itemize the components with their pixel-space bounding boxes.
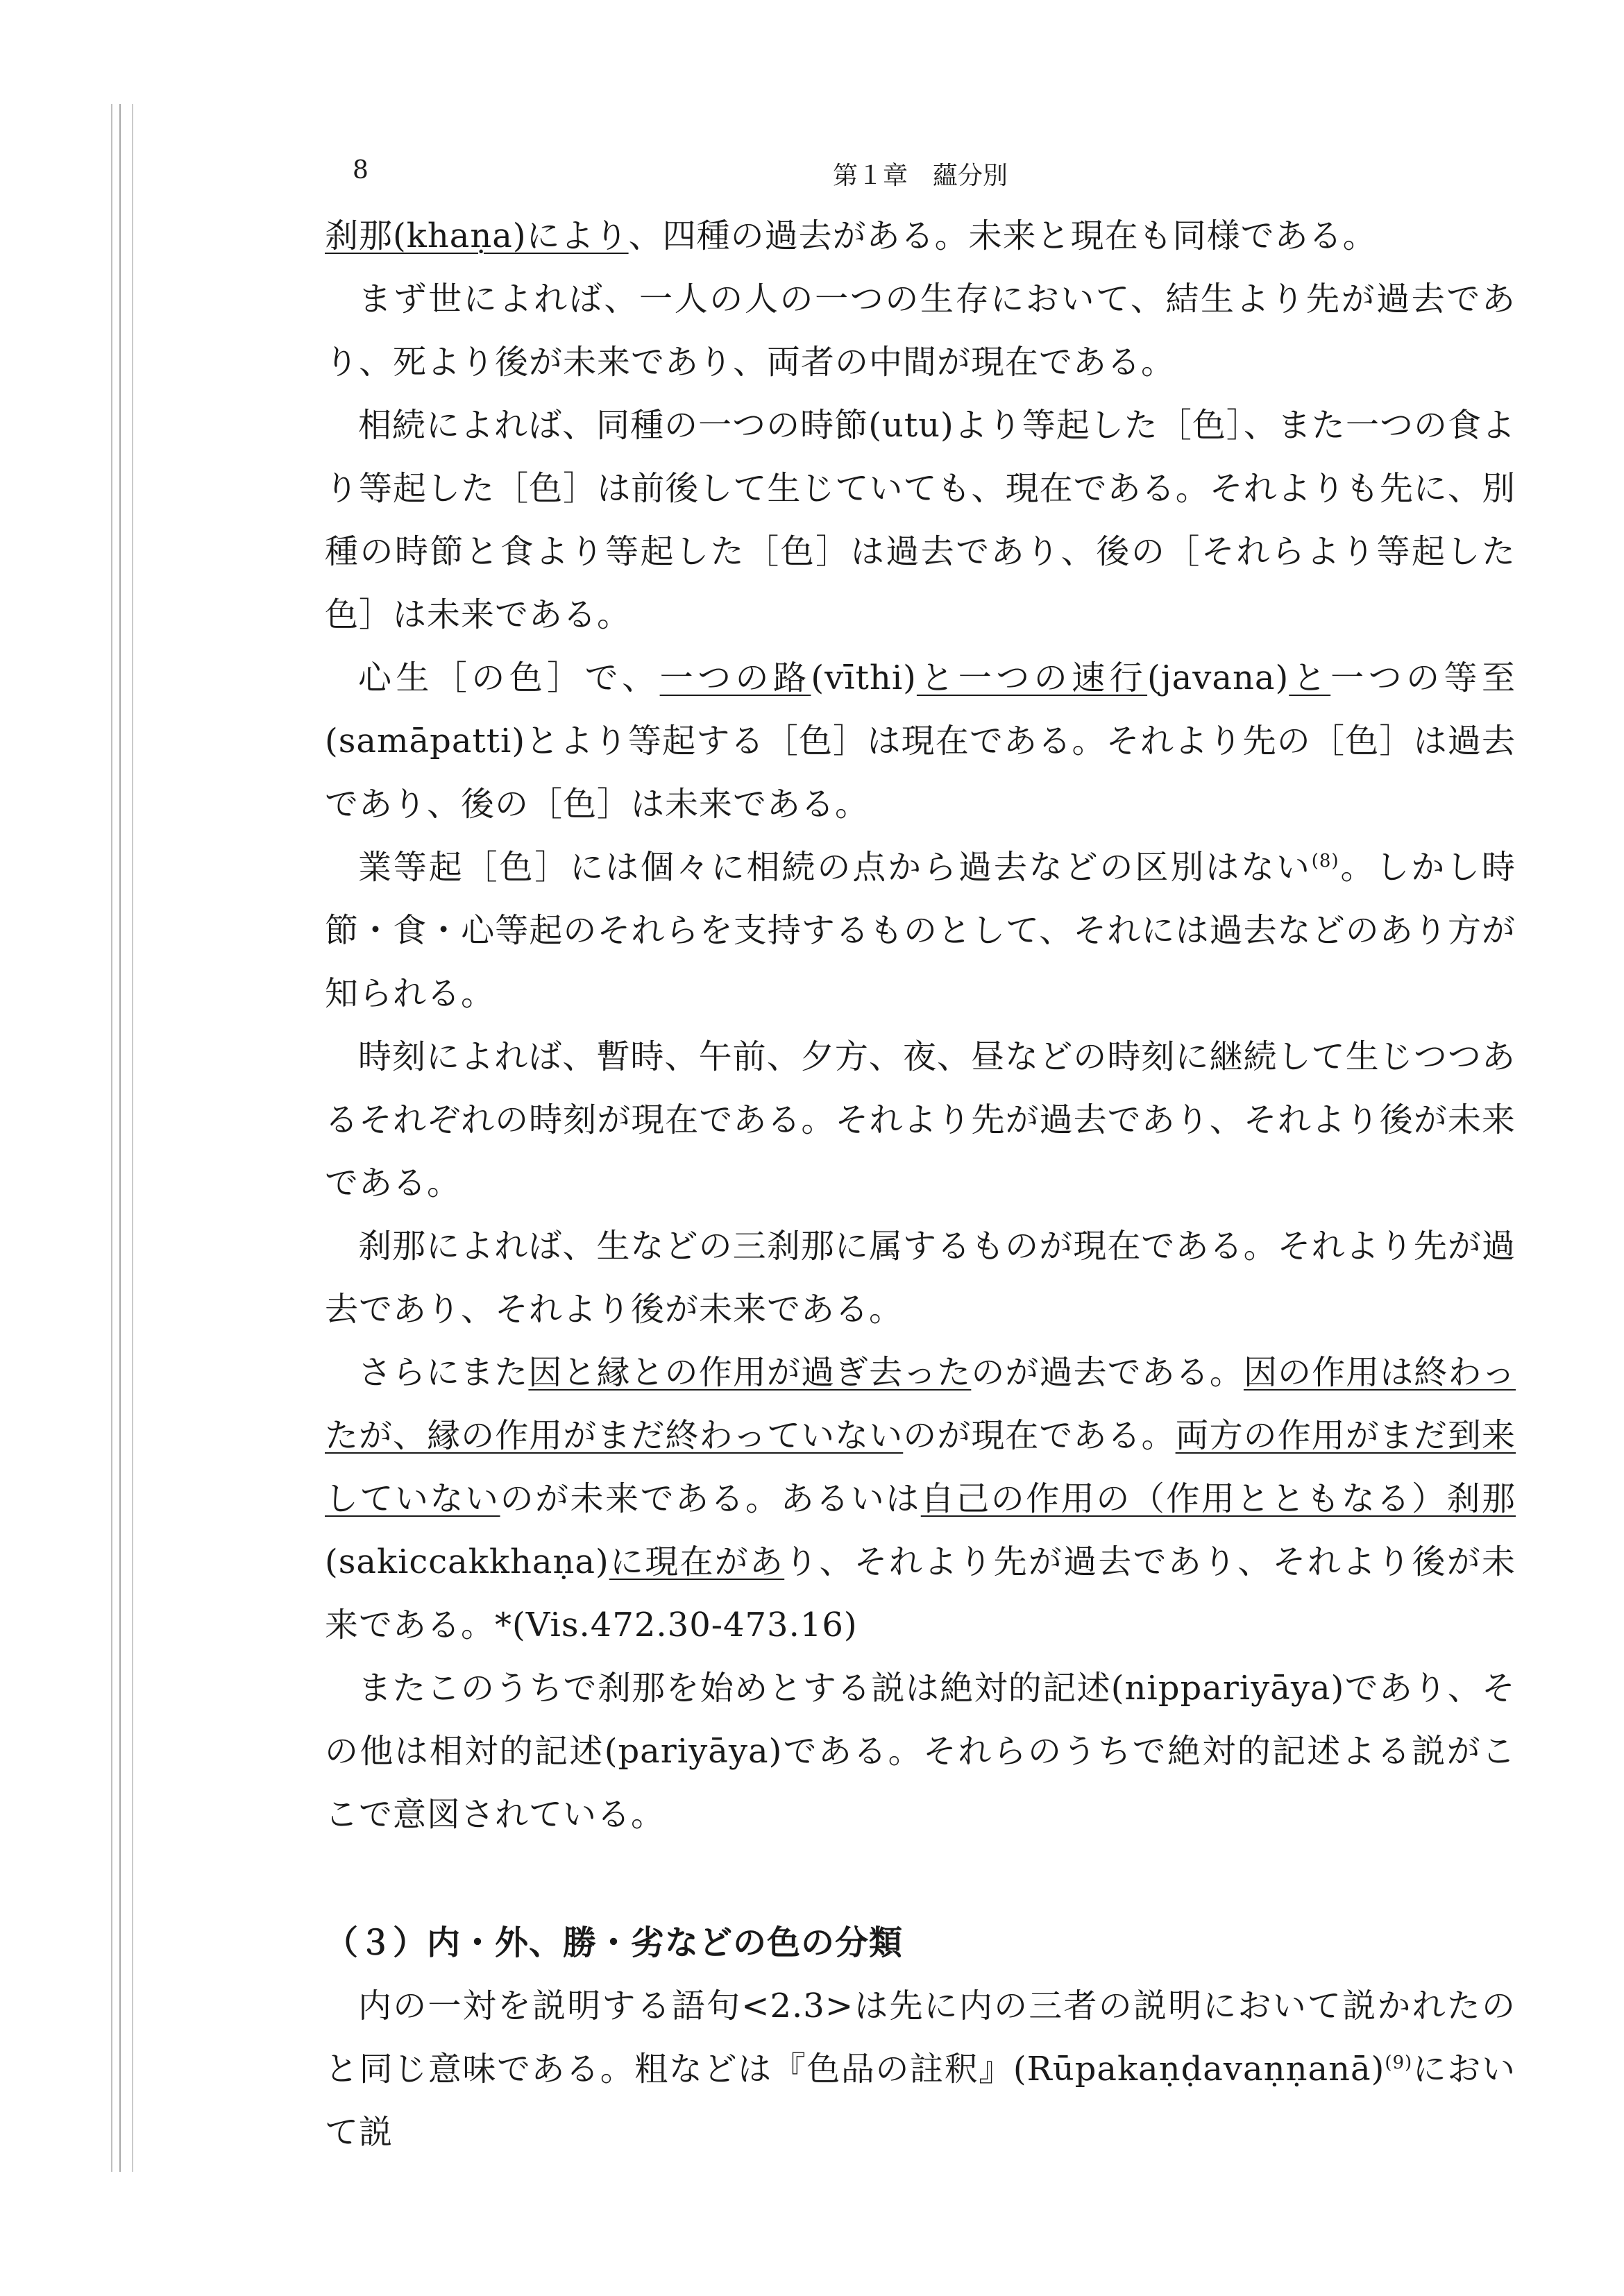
text-run: のが現在である。 (903, 1416, 1176, 1455)
underlined-text: と (1289, 658, 1331, 697)
text-run: 業等起［色］には個々に相続の点から過去などの区別はない (358, 848, 1312, 887)
underlined-text: 一つの路 (659, 658, 811, 697)
underlined-text: に現在があ (609, 1542, 785, 1581)
underlined-text: 自己の作用の（作用とともなる）刹那 (920, 1479, 1516, 1518)
text-run: において説 (325, 2050, 1516, 2152)
section-heading: （３）内・外、勝・劣などの色の分類 (325, 1923, 904, 1962)
scan-binding-edge (111, 104, 112, 2172)
underlined-text: 刹那(khaṇa)により (325, 216, 629, 255)
paragraph-9: またこのうちで刹那を始めとする説は絶対的記述(nippariyāya)であり、その他は相対的記述(pariyāya)である。それらのうちで絶対的記述よる説がここで意図されている。 (325, 1669, 1516, 1834)
text-run: のが未来である。あるいは (500, 1479, 921, 1518)
paragraph-4 (325, 647, 1516, 836)
text-run: さらにまた (358, 1353, 529, 1392)
scan-binding-edge (132, 104, 133, 2172)
text-run: 、四種の過去がある。未来と現在も同様である。 (628, 216, 1377, 255)
paragraph-7: 刹那によれば、生などの三刹那に属するものが現在である。それより先が過去であり、それより後が未来である。 (325, 1227, 1516, 1329)
underlined-text: 因の作用は終わったが、縁の作用がまだ終わっていない (325, 1353, 1516, 1455)
underlined-text: 両方の作用がまだ到来していない (325, 1416, 1516, 1518)
text-run: のが過去である。 (971, 1353, 1244, 1392)
underlined-text: 因と縁との作用が過ぎ去った (528, 1353, 972, 1392)
text-run: 一つの等至(samāpatti)とより等起する［色］は現在である。それより先の［色］は過去であり、後の［色］は未来である。 (325, 658, 1516, 824)
page-number: 8 (353, 156, 369, 185)
text-run: 。しかし時節・食・心等起のそれらを支持するものとして、それには過去などのあり方が知られる。 (325, 848, 1516, 1013)
footnote-ref: (8) (1311, 851, 1339, 871)
paragraph-5 (325, 836, 1516, 1026)
text-run: (javana) (1147, 658, 1289, 697)
text-run: 心生［の色］で、 (358, 658, 660, 697)
text-run: り、それより先が過去であり、それより後が未来である。*(Vis.472.30-473.16) (325, 1542, 1516, 1644)
text-run: (vīthi) (811, 658, 917, 697)
paragraph-2: まず世によれば、一人の人の一つの生存において、結生より先が過去であり、死より後が未来であり、両者の中間が現在である。 (325, 280, 1516, 382)
footnote-ref: (9) (1385, 2052, 1413, 2073)
running-header (325, 156, 1516, 205)
paragraph-3: 相続によれば、同種の一つの時節(utu)より等起した［色］、また一つの食より等起した［色］は前後して生じていても、現在である。それよりも先に、別種の時節と食より等起した［色］は過去であり、後の［それらより等起した色］は未来である。 (325, 406, 1516, 634)
underlined-text: と一つの速行 (916, 658, 1148, 697)
paragraph-8 (325, 1341, 1516, 1657)
paragraph-1 (325, 205, 1516, 268)
page (325, 156, 1516, 2164)
paragraph-6: 時刻によれば、暫時、午前、夕方、夜、昼などの時刻に継続して生じつつあるそれぞれの時刻が現在である。それより先が過去であり、それより後が未来である。 (325, 1037, 1516, 1202)
scan-binding-edge (119, 104, 121, 2172)
chapter-title: 第１章 蘊分別 (832, 162, 1008, 190)
section-3-paragraph-1 (325, 1975, 1516, 2164)
text-run: 内の一対を説明する語句<2.3>は先に内の三者の説明において説かれたのと同じ意味である。粗などは『色品の註釈』(Rūpakaṇḍavaṇṇanā) (325, 1987, 1516, 2089)
text-run: (sakiccakkhaṇa) (325, 1542, 609, 1581)
